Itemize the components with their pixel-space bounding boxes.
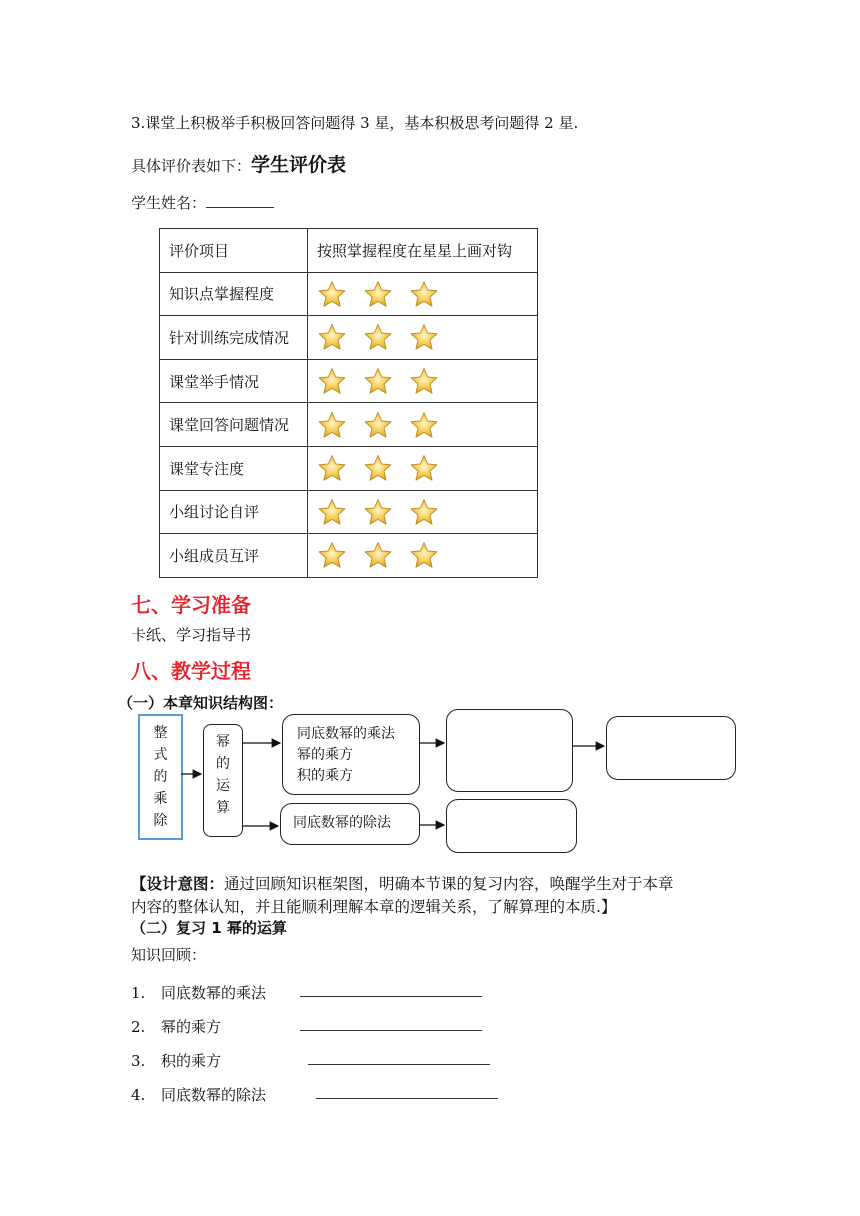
review-item-text: 幂的乘方 — [161, 1018, 222, 1036]
box-mult-line-2: 幂的乘方 — [297, 747, 353, 763]
review-item — [131, 1016, 221, 1037]
vertical-char: 的 — [216, 756, 230, 772]
design-intent-line1 — [131, 872, 674, 894]
review-item-number: 2. — [131, 1018, 146, 1036]
eval-item-label: 小组讨论自评 — [160, 490, 308, 534]
vertical-char: 除 — [153, 813, 168, 829]
eval-item-label: 针对训练完成情况 — [160, 316, 308, 360]
header-cell-item: 评价项目 — [160, 229, 308, 273]
review-item — [131, 1050, 221, 1071]
vertical-char: 式 — [153, 747, 168, 763]
answer-blank-line[interactable] — [316, 1098, 498, 1099]
design-intent-text1: 通过回顾知识框架图，明确本节课的复习内容，唤醒学生对于本章 — [224, 875, 674, 893]
section7-content: 卡纸、学习指导书 — [131, 626, 252, 644]
review-item-number: 3. — [131, 1052, 146, 1070]
section8-sub1: （一）本章知识结构图： — [118, 694, 284, 712]
eval-intro: 具体评价表如下： — [131, 157, 252, 175]
answer-blank-line[interactable] — [300, 996, 482, 997]
eval-title: 学生评价表 — [251, 154, 347, 176]
eval-item-label: 知识点掌握程度 — [160, 272, 308, 316]
vertical-char: 的 — [153, 769, 168, 785]
answer-blank-line[interactable] — [300, 1030, 482, 1031]
section8-sub2: （二）复习 1 幂的运算 — [131, 919, 287, 937]
section8-title: 八、教学过程 — [131, 659, 251, 683]
review-item — [131, 1084, 266, 1105]
eval-item-label: 课堂举手情况 — [160, 359, 308, 403]
review-item-text: 同底数幂的除法 — [161, 1086, 267, 1104]
student-name-label: 学生姓名： — [131, 194, 207, 212]
eval-item-label: 小组成员互评 — [160, 534, 308, 578]
box-div-text: 同底数幂的除法 — [293, 815, 391, 831]
vertical-char: 乘 — [153, 791, 168, 807]
eval-item-label: 课堂回答问题情况 — [160, 403, 308, 447]
answer-blank-line[interactable] — [308, 1064, 490, 1065]
review-item-text: 同底数幂的乘法 — [161, 984, 267, 1002]
intro-line: 3.课堂上积极举手积极回答问题得 3 星，基本积极思考问题得 2 星. — [131, 114, 579, 132]
eval-item-label: 课堂专注度 — [160, 446, 308, 490]
review-item-text: 积的乘方 — [161, 1052, 222, 1070]
design-intent-label: 【设计意图： — [131, 875, 225, 893]
review-item — [131, 982, 266, 1003]
design-intent-text2: 内容的整体认知，并且能顺利理解本章的逻辑关系，了解算理的本质.】 — [131, 898, 617, 916]
vertical-char: 运 — [216, 778, 230, 794]
vertical-char: 算 — [216, 800, 230, 816]
review-item-number: 4. — [131, 1086, 146, 1104]
header-cell-instruction: 按照掌握程度在星星上画对钩 — [308, 229, 538, 273]
vertical-char: 幂 — [216, 734, 230, 750]
review-item-number: 1. — [131, 984, 146, 1002]
section7-title: 七、学习准备 — [131, 593, 251, 617]
box-mult-line-1: 同底数幂的乘法 — [297, 726, 395, 742]
vertical-char: 整 — [153, 725, 168, 741]
review-label: 知识回顾： — [131, 946, 207, 964]
box-mult-line-3: 积的乘方 — [297, 768, 353, 784]
